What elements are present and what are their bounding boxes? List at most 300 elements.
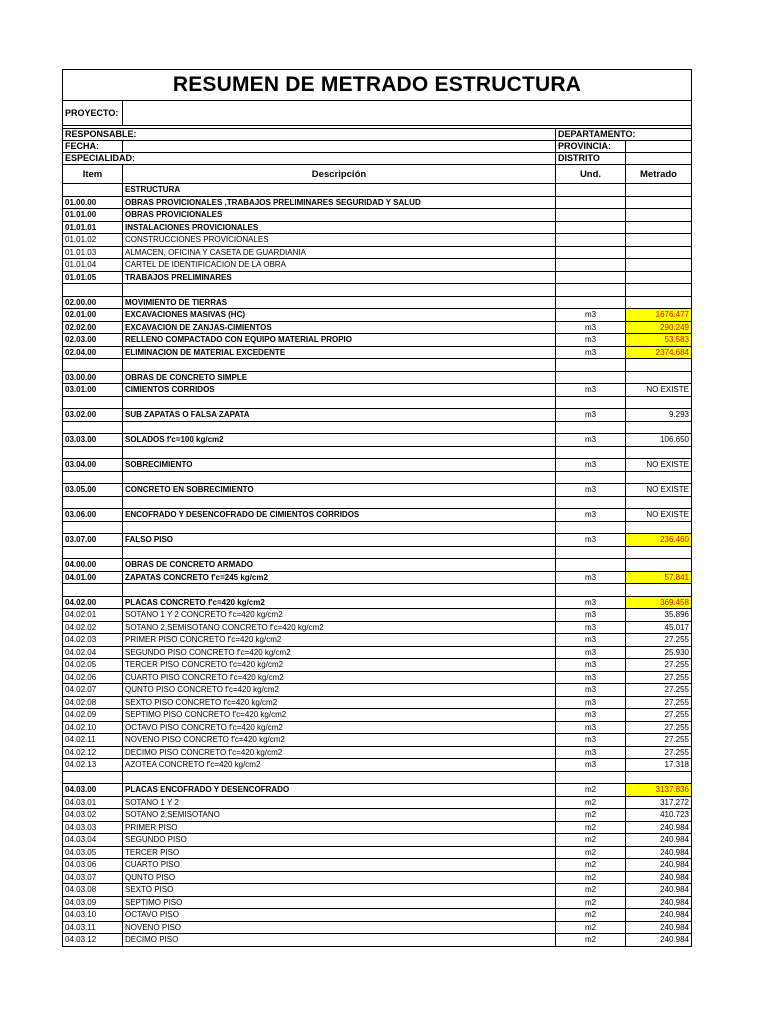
table-row bbox=[63, 196, 692, 209]
table-row bbox=[63, 821, 692, 834]
table-row bbox=[63, 609, 692, 622]
cell-item: 04.02.02 bbox=[63, 621, 123, 634]
cell-descripcion: MOVIMIENTO DE TIERRAS bbox=[123, 296, 556, 309]
cell-metrado bbox=[626, 271, 692, 284]
cell-item: 03.06.00 bbox=[63, 509, 123, 522]
cell-item bbox=[63, 546, 123, 559]
table-row bbox=[63, 271, 692, 284]
cell-descripcion: TERCER PISO CONCRETO f'c=420 kg/cm2 bbox=[123, 659, 556, 672]
cell-und bbox=[556, 559, 626, 572]
table-row bbox=[63, 496, 692, 509]
cell-metrado: 240.984 bbox=[626, 934, 692, 947]
cell-descripcion: OBRAS DE CONCRETO SIMPLE bbox=[123, 371, 556, 384]
cell-metrado: 57.841 bbox=[626, 571, 692, 584]
table-row bbox=[63, 834, 692, 847]
table-row bbox=[63, 234, 692, 247]
cell-item: 04.02.05 bbox=[63, 659, 123, 672]
cell-und bbox=[556, 496, 626, 509]
table-row bbox=[63, 896, 692, 909]
cell-item: 04.03.12 bbox=[63, 934, 123, 947]
table-row bbox=[63, 346, 692, 359]
table-row bbox=[63, 809, 692, 822]
cell-descripcion: SEGUNDO PISO CONCRETO f'c=420 kg/cm2 bbox=[123, 646, 556, 659]
table-row bbox=[63, 546, 692, 559]
cell-descripcion bbox=[123, 471, 556, 484]
cell-item: 01.01.02 bbox=[63, 234, 123, 247]
cell-descripcion: TRABAJOS PRELIMINARES bbox=[123, 271, 556, 284]
cell-metrado: 45.017 bbox=[626, 621, 692, 634]
table-row bbox=[63, 309, 692, 322]
cell-descripcion: PLACAS ENCOFRADO Y DESENCOFRADO bbox=[123, 784, 556, 797]
cell-item bbox=[63, 396, 123, 409]
cell-und: m3 bbox=[556, 684, 626, 697]
cell-descripcion: SEXTO PISO bbox=[123, 884, 556, 897]
column-header-metrado: Metrado bbox=[626, 165, 692, 184]
fecha-value[interactable] bbox=[123, 141, 556, 153]
cell-und bbox=[556, 421, 626, 434]
column-header-item: Item bbox=[63, 165, 123, 184]
cell-descripcion: FALSO PISO bbox=[123, 534, 556, 547]
cell-und: m3 bbox=[556, 634, 626, 647]
table-row bbox=[63, 571, 692, 584]
cell-item: 03.05.00 bbox=[63, 484, 123, 497]
cell-metrado bbox=[626, 421, 692, 434]
cell-metrado: 3137.836 bbox=[626, 784, 692, 797]
cell-und: m3 bbox=[556, 434, 626, 447]
cell-metrado: 17.318 bbox=[626, 759, 692, 772]
metrado-table bbox=[62, 69, 692, 947]
cell-descripcion: CONCRETO EN SOBRECIMIENTO bbox=[123, 484, 556, 497]
table-row bbox=[63, 284, 692, 297]
cell-item: 03.07.00 bbox=[63, 534, 123, 547]
cell-descripcion: SEPTIMO PISO bbox=[123, 896, 556, 909]
cell-metrado: 236.460 bbox=[626, 534, 692, 547]
cell-descripcion: ENCOFRADO Y DESENCOFRADO DE CIMIENTOS CORRIDOS bbox=[123, 509, 556, 522]
cell-und: m3 bbox=[556, 409, 626, 422]
cell-descripcion: TERCER PISO bbox=[123, 846, 556, 859]
cell-metrado bbox=[626, 296, 692, 309]
cell-item: 04.03.09 bbox=[63, 896, 123, 909]
cell-und: m2 bbox=[556, 871, 626, 884]
cell-metrado: 369.458 bbox=[626, 596, 692, 609]
cell-metrado bbox=[626, 471, 692, 484]
cell-descripcion: SOTANO 1 Y 2 bbox=[123, 796, 556, 809]
cell-und: m2 bbox=[556, 859, 626, 872]
cell-item: 02.01.00 bbox=[63, 309, 123, 322]
cell-metrado: 27.255 bbox=[626, 709, 692, 722]
cell-descripcion: ALMACEN, OFICINA Y CASETA DE GUARDIANIA bbox=[123, 246, 556, 259]
cell-und: m2 bbox=[556, 834, 626, 847]
cell-und: m3 bbox=[556, 346, 626, 359]
cell-descripcion: ESTRUCTURA bbox=[123, 184, 556, 197]
table-row bbox=[63, 709, 692, 722]
cell-item: 04.03.06 bbox=[63, 859, 123, 872]
cell-descripcion bbox=[123, 359, 556, 372]
table-row bbox=[63, 521, 692, 534]
table-row bbox=[63, 746, 692, 759]
table-row bbox=[63, 734, 692, 747]
departamento-label: DEPARTAMENTO: bbox=[556, 129, 692, 141]
table-row bbox=[63, 446, 692, 459]
table-row bbox=[63, 721, 692, 734]
cell-metrado: 27.255 bbox=[626, 671, 692, 684]
cell-metrado bbox=[626, 184, 692, 197]
cell-descripcion: CUARTO PISO CONCRETO f'c=420 kg/cm2 bbox=[123, 671, 556, 684]
cell-und: m2 bbox=[556, 796, 626, 809]
cell-metrado: 240.984 bbox=[626, 896, 692, 909]
column-header-und: Und. bbox=[556, 165, 626, 184]
cell-metrado: 53.583 bbox=[626, 334, 692, 347]
cell-metrado: 1676.477 bbox=[626, 309, 692, 322]
cell-item: 04.02.11 bbox=[63, 734, 123, 747]
cell-descripcion: DECIMO PISO bbox=[123, 934, 556, 947]
cell-item: 04.02.01 bbox=[63, 609, 123, 622]
cell-und bbox=[556, 584, 626, 597]
table-row bbox=[63, 859, 692, 872]
cell-metrado bbox=[626, 496, 692, 509]
cell-descripcion: SOBRECIMIENTO bbox=[123, 459, 556, 472]
cell-und: m2 bbox=[556, 934, 626, 947]
cell-metrado bbox=[626, 584, 692, 597]
cell-metrado: 410.723 bbox=[626, 809, 692, 822]
cell-metrado: 25.930 bbox=[626, 646, 692, 659]
cell-metrado: 290.249 bbox=[626, 321, 692, 334]
cell-metrado: 240.984 bbox=[626, 834, 692, 847]
table-row bbox=[63, 846, 692, 859]
cell-metrado: 317.272 bbox=[626, 796, 692, 809]
provincia-value[interactable] bbox=[626, 141, 692, 153]
table-row bbox=[63, 396, 692, 409]
cell-descripcion: SEGUNDO PISO bbox=[123, 834, 556, 847]
cell-item: 04.02.07 bbox=[63, 684, 123, 697]
cell-descripcion bbox=[123, 771, 556, 784]
cell-und: m3 bbox=[556, 659, 626, 672]
table-row bbox=[63, 484, 692, 497]
cell-item: 02.00.00 bbox=[63, 296, 123, 309]
cell-und bbox=[556, 471, 626, 484]
cell-metrado: 240.984 bbox=[626, 821, 692, 834]
table-row bbox=[63, 421, 692, 434]
cell-item: 03.04.00 bbox=[63, 459, 123, 472]
cell-und bbox=[556, 284, 626, 297]
cell-metrado bbox=[626, 234, 692, 247]
provincia-label: PROVINCIA: bbox=[556, 141, 626, 153]
cell-item: 04.03.08 bbox=[63, 884, 123, 897]
cell-metrado: 2374.684 bbox=[626, 346, 692, 359]
table-row bbox=[63, 559, 692, 572]
cell-item: 04.03.07 bbox=[63, 871, 123, 884]
cell-und: m3 bbox=[556, 746, 626, 759]
cell-descripcion: QUNTO PISO CONCRETO f'c=420 kg/cm2 bbox=[123, 684, 556, 697]
cell-descripcion bbox=[123, 396, 556, 409]
cell-item bbox=[63, 584, 123, 597]
cell-item: 04.00.00 bbox=[63, 559, 123, 572]
cell-item bbox=[63, 421, 123, 434]
cell-descripcion: OBRAS PROVICIONALES bbox=[123, 209, 556, 222]
cell-descripcion: NOVENO PISO bbox=[123, 921, 556, 934]
cell-descripcion: EXCAVACIONES MASIVAS (HC) bbox=[123, 309, 556, 322]
cell-item bbox=[63, 184, 123, 197]
cell-und bbox=[556, 521, 626, 534]
table-row bbox=[63, 221, 692, 234]
cell-item: 03.01.00 bbox=[63, 384, 123, 397]
table-row bbox=[63, 321, 692, 334]
table-row bbox=[63, 759, 692, 772]
cell-metrado bbox=[626, 771, 692, 784]
cell-item: 03.03.00 bbox=[63, 434, 123, 447]
cell-item: 04.03.02 bbox=[63, 809, 123, 822]
table-row bbox=[63, 296, 692, 309]
cell-item: 02.03.00 bbox=[63, 334, 123, 347]
proyecto-value[interactable] bbox=[123, 101, 692, 126]
column-header-descripcion: Descripción bbox=[123, 165, 556, 184]
cell-item bbox=[63, 284, 123, 297]
cell-metrado: 27.255 bbox=[626, 746, 692, 759]
cell-und: m3 bbox=[556, 596, 626, 609]
cell-metrado: 27.255 bbox=[626, 659, 692, 672]
cell-item: 01.00.00 bbox=[63, 196, 123, 209]
cell-metrado bbox=[626, 259, 692, 272]
cell-item: 01.01.05 bbox=[63, 271, 123, 284]
cell-descripcion: SOTANO 2,SEMISOTANO bbox=[123, 809, 556, 822]
cell-und: m3 bbox=[556, 484, 626, 497]
cell-item: 04.02.03 bbox=[63, 634, 123, 647]
cell-metrado bbox=[626, 246, 692, 259]
cell-descripcion: OBRAS PROVICIONALES ,TRABAJOS PRELIMINARES SEGURIDAD Y SALUD bbox=[123, 196, 556, 209]
sheet-title: RESUMEN DE METRADO ESTRUCTURA bbox=[63, 70, 692, 101]
cell-item: 04.02.10 bbox=[63, 721, 123, 734]
cell-item: 04.02.12 bbox=[63, 746, 123, 759]
cell-und: m3 bbox=[556, 459, 626, 472]
cell-item: 04.03.10 bbox=[63, 909, 123, 922]
cell-descripcion: CARTEL DE IDENTIFICACION DE LA OBRA bbox=[123, 259, 556, 272]
cell-und: m3 bbox=[556, 321, 626, 334]
metrado-sheet bbox=[62, 69, 691, 947]
cell-und: m3 bbox=[556, 646, 626, 659]
cell-metrado: 9.293 bbox=[626, 409, 692, 422]
cell-item: 04.03.03 bbox=[63, 821, 123, 834]
cell-descripcion bbox=[123, 584, 556, 597]
cell-und: m3 bbox=[556, 534, 626, 547]
cell-und: m2 bbox=[556, 921, 626, 934]
cell-item bbox=[63, 771, 123, 784]
cell-descripcion: INSTALACIONES PROVICIONALES bbox=[123, 221, 556, 234]
cell-und: m3 bbox=[556, 709, 626, 722]
cell-und: m3 bbox=[556, 621, 626, 634]
cell-item bbox=[63, 359, 123, 372]
cell-und bbox=[556, 271, 626, 284]
table-row bbox=[63, 246, 692, 259]
cell-descripcion: RELLENO COMPACTADO CON EQUIPO MATERIAL PROPIO bbox=[123, 334, 556, 347]
cell-metrado: 35.896 bbox=[626, 609, 692, 622]
cell-item: 04.02.04 bbox=[63, 646, 123, 659]
table-row bbox=[63, 259, 692, 272]
cell-und: m3 bbox=[556, 384, 626, 397]
cell-und bbox=[556, 396, 626, 409]
cell-descripcion: SUB ZAPATAS O FALSA ZAPATA bbox=[123, 409, 556, 422]
cell-item: 04.03.01 bbox=[63, 796, 123, 809]
cell-und: m2 bbox=[556, 821, 626, 834]
cell-descripcion: OCTAVO PISO bbox=[123, 909, 556, 922]
cell-descripcion: ELIMINACION DE MATERIAL EXCEDENTE bbox=[123, 346, 556, 359]
cell-item: 01.01.03 bbox=[63, 246, 123, 259]
cell-descripcion: CIMIENTOS CORRIDOS bbox=[123, 384, 556, 397]
table-row bbox=[63, 384, 692, 397]
cell-metrado: NO EXISTE bbox=[626, 459, 692, 472]
cell-metrado: 240.984 bbox=[626, 921, 692, 934]
table-row bbox=[63, 371, 692, 384]
cell-und bbox=[556, 246, 626, 259]
cell-item bbox=[63, 496, 123, 509]
cell-metrado: 106.650 bbox=[626, 434, 692, 447]
cell-metrado bbox=[626, 221, 692, 234]
cell-descripcion: CONSTRUCCIONES PROVICIONALES bbox=[123, 234, 556, 247]
table-row bbox=[63, 434, 692, 447]
cell-und: m2 bbox=[556, 809, 626, 822]
cell-und: m3 bbox=[556, 509, 626, 522]
cell-und: m3 bbox=[556, 671, 626, 684]
cell-und bbox=[556, 196, 626, 209]
cell-item: 04.02.13 bbox=[63, 759, 123, 772]
table-row bbox=[63, 909, 692, 922]
cell-und: m2 bbox=[556, 846, 626, 859]
cell-metrado bbox=[626, 209, 692, 222]
cell-metrado bbox=[626, 371, 692, 384]
cell-metrado bbox=[626, 284, 692, 297]
cell-descripcion: SEPTIMO PISO CONCRETO f'c=420 kg/cm2 bbox=[123, 709, 556, 722]
cell-item bbox=[63, 471, 123, 484]
cell-descripcion: SOLADOS f'c=100 kg/cm2 bbox=[123, 434, 556, 447]
table-row bbox=[63, 459, 692, 472]
cell-item: 03.02.00 bbox=[63, 409, 123, 422]
table-row bbox=[63, 184, 692, 197]
cell-item: 01.01.00 bbox=[63, 209, 123, 222]
cell-descripcion: SOTANO 1 Y 2 CONCRETO f'c=420 kg/cm2 bbox=[123, 609, 556, 622]
cell-descripcion: SOTANO 2,SEMISOTANO CONCRETO f'c=420 kg/cm2 bbox=[123, 621, 556, 634]
cell-metrado: 27.255 bbox=[626, 696, 692, 709]
table-row bbox=[63, 796, 692, 809]
cell-und bbox=[556, 371, 626, 384]
cell-und: m3 bbox=[556, 734, 626, 747]
cell-descripcion: OCTAVO PISO CONCRETO f'c=420 kg/cm2 bbox=[123, 721, 556, 734]
table-row bbox=[63, 596, 692, 609]
cell-metrado bbox=[626, 396, 692, 409]
cell-metrado: NO EXISTE bbox=[626, 509, 692, 522]
table-row bbox=[63, 646, 692, 659]
proyecto-label: PROYECTO: bbox=[63, 101, 123, 126]
table-row bbox=[63, 696, 692, 709]
cell-metrado: 27.255 bbox=[626, 721, 692, 734]
cell-item: 03.00.00 bbox=[63, 371, 123, 384]
table-row bbox=[63, 684, 692, 697]
cell-item: 04.03.00 bbox=[63, 784, 123, 797]
cell-und bbox=[556, 546, 626, 559]
cell-metrado bbox=[626, 359, 692, 372]
cell-und bbox=[556, 259, 626, 272]
cell-metrado: 240.984 bbox=[626, 871, 692, 884]
cell-item: 04.03.05 bbox=[63, 846, 123, 859]
table-row bbox=[63, 334, 692, 347]
table-row bbox=[63, 409, 692, 422]
cell-und: m3 bbox=[556, 571, 626, 584]
table-row bbox=[63, 634, 692, 647]
table-row bbox=[63, 209, 692, 222]
cell-descripcion bbox=[123, 284, 556, 297]
cell-metrado bbox=[626, 559, 692, 572]
table-row bbox=[63, 884, 692, 897]
cell-item: 02.04.00 bbox=[63, 346, 123, 359]
cell-und: m2 bbox=[556, 896, 626, 909]
cell-und bbox=[556, 221, 626, 234]
table-row bbox=[63, 921, 692, 934]
table-row bbox=[63, 871, 692, 884]
cell-und: m2 bbox=[556, 784, 626, 797]
cell-und: m3 bbox=[556, 309, 626, 322]
cell-item: 04.02.06 bbox=[63, 671, 123, 684]
table-row bbox=[63, 784, 692, 797]
cell-metrado bbox=[626, 546, 692, 559]
cell-metrado: 27.255 bbox=[626, 634, 692, 647]
cell-item: 04.02.00 bbox=[63, 596, 123, 609]
cell-descripcion bbox=[123, 421, 556, 434]
cell-und bbox=[556, 234, 626, 247]
cell-item: 01.01.04 bbox=[63, 259, 123, 272]
cell-und: m3 bbox=[556, 696, 626, 709]
cell-metrado: 240.984 bbox=[626, 859, 692, 872]
table-row bbox=[63, 771, 692, 784]
cell-metrado: 240.984 bbox=[626, 884, 692, 897]
table-row bbox=[63, 471, 692, 484]
cell-descripcion bbox=[123, 521, 556, 534]
cell-descripcion: PRIMER PISO CONCRETO f'c=420 kg/cm2 bbox=[123, 634, 556, 647]
cell-item: 04.01.00 bbox=[63, 571, 123, 584]
cell-descripcion bbox=[123, 546, 556, 559]
cell-und: m3 bbox=[556, 334, 626, 347]
cell-descripcion bbox=[123, 446, 556, 459]
cell-metrado bbox=[626, 196, 692, 209]
cell-item: 01.01.01 bbox=[63, 221, 123, 234]
distrito-value[interactable] bbox=[626, 153, 692, 165]
cell-descripcion: QUNTO PISO bbox=[123, 871, 556, 884]
cell-item bbox=[63, 521, 123, 534]
cell-descripcion: PLACAS CONCRETO f'c=420 kg/cm2 bbox=[123, 596, 556, 609]
cell-und bbox=[556, 446, 626, 459]
cell-und bbox=[556, 209, 626, 222]
responsable-label: RESPONSABLE: bbox=[63, 129, 556, 141]
cell-metrado bbox=[626, 521, 692, 534]
cell-und: m3 bbox=[556, 721, 626, 734]
cell-item: 02.02.00 bbox=[63, 321, 123, 334]
table-row bbox=[63, 359, 692, 372]
cell-metrado: 240.984 bbox=[626, 846, 692, 859]
cell-item: 04.02.08 bbox=[63, 696, 123, 709]
cell-descripcion: NOVENO PISO CONCRETO f'c=420 kg/cm2 bbox=[123, 734, 556, 747]
cell-descripcion bbox=[123, 496, 556, 509]
cell-und: m3 bbox=[556, 609, 626, 622]
cell-descripcion: PRIMER PISO bbox=[123, 821, 556, 834]
table-row bbox=[63, 509, 692, 522]
cell-und bbox=[556, 771, 626, 784]
cell-metrado: NO EXISTE bbox=[626, 484, 692, 497]
distrito-label: DISTRITO bbox=[556, 153, 626, 165]
table-row bbox=[63, 671, 692, 684]
cell-metrado: 27.255 bbox=[626, 734, 692, 747]
table-row bbox=[63, 621, 692, 634]
cell-descripcion: AZOTEA CONCRETO f'c=420 kg/cm2 bbox=[123, 759, 556, 772]
table-row bbox=[63, 584, 692, 597]
cell-metrado: 240.984 bbox=[626, 909, 692, 922]
cell-und bbox=[556, 359, 626, 372]
